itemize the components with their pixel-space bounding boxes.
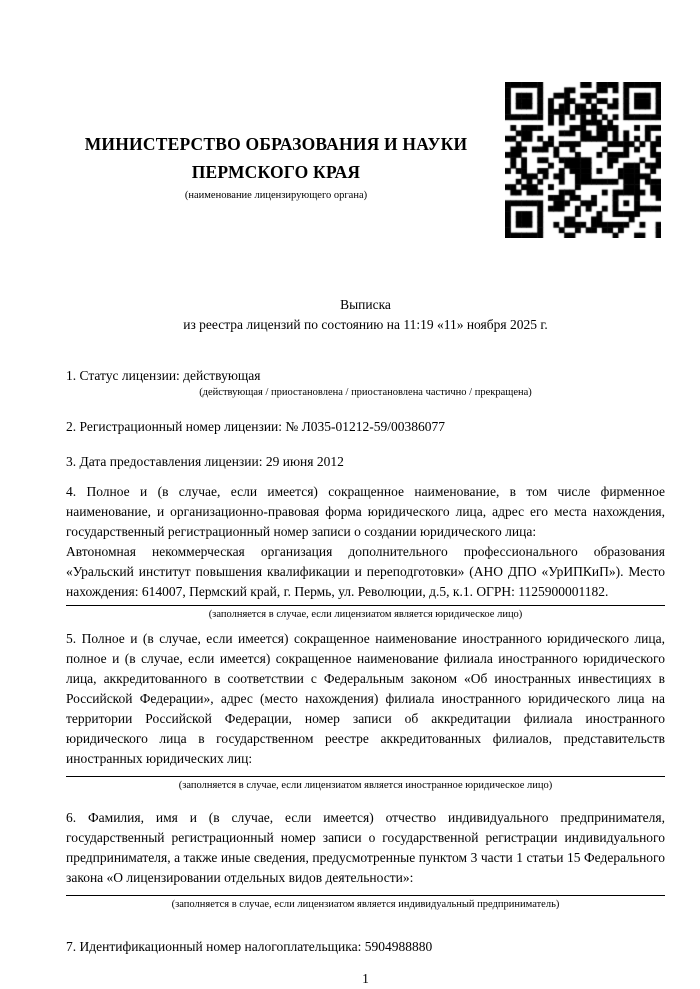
legal-entity-answer: Автономная некоммерческая организация дополнительного профессионального образования «Уральский институт повышения квалификации и переподготовки» (АНО ДПО «УрИПКиП»). Место нахождения: 614007, Пермский край, г. Пермь, ул. Революции, д.5, к.1. ОГРН: 1125900001182. bbox=[66, 544, 665, 599]
license-status-options-caption: (действующая / приостановлена / приостановлена частично / прекращена) bbox=[199, 387, 532, 398]
fill-in-rule-individual-entrepreneur bbox=[66, 895, 665, 896]
foreign-entity-question: 5. Полное и (в случае, если имеется) сокращенное наименование иностранного юридического лица, полное и (в случае, если имеется) сокращенное наименование филиала иностранного юридического лица, аккредитованного в соответствии с Федеральным законом «Об иностранных инвестициях в Российской Федерации», адрес (место нахождения) филиала иностранного юридического лица на территории Российской Федерации, номер записи об аккредитации филиала иностранного юридического лица в государственном реестре аккредитованных филиалов, представительств иностранных юридических лиц: bbox=[66, 631, 665, 766]
field-individual-entrepreneur bbox=[66, 808, 665, 911]
document-body bbox=[66, 295, 665, 989]
individual-entrepreneur-caption: (заполняется в случае, если лицензиатом является индивидуальный предприниматель) bbox=[171, 899, 560, 910]
document-title-line2: из реестра лицензий по состоянию на 11:19 «11» ноября 2025 г. bbox=[183, 317, 548, 332]
field-registration-number: 2. Регистрационный номер лицензии: № Л035-01212-59/00386077 bbox=[66, 419, 446, 434]
fill-in-rule-foreign-entity bbox=[66, 776, 665, 777]
field-taxpayer-number: 7. Идентификационный номер налогоплательщика: 5904988880 bbox=[66, 939, 433, 954]
qr-code bbox=[505, 82, 661, 238]
fill-in-rule-legal-entity bbox=[66, 605, 665, 606]
legal-entity-question: 4. Полное и (в случае, если имеется) сокращенное наименование, в том числе фирменное наименование, и организационно-правовая форма юридического лица, адрес его места нахождения, государственный регистрационный номер записи о создании юридического лица: bbox=[66, 484, 665, 539]
legal-entity-caption: (заполняется в случае, если лицензиатом является юридическое лицо) bbox=[208, 609, 523, 620]
licensing-authority-caption: (наименование лицензирующего органа) bbox=[184, 190, 368, 201]
page-number: 1 bbox=[362, 971, 369, 986]
field-legal-entity bbox=[66, 482, 665, 621]
ministry-name-line2: ПЕРМСКОГО КРАЯ bbox=[191, 162, 361, 182]
licensing-authority-header bbox=[64, 130, 488, 202]
ministry-name-line1: МИНИСТЕРСТВО ОБРАЗОВАНИЯ И НАУКИ bbox=[84, 134, 468, 154]
license-status-text: 1. Статус лицензии: действующая bbox=[66, 368, 261, 383]
field-foreign-entity bbox=[66, 629, 665, 792]
field-license-status bbox=[66, 366, 665, 399]
document-title-line1: Выписка bbox=[340, 297, 391, 312]
individual-entrepreneur-question: 6. Фамилия, имя и (в случае, если имеется) отчество индивидуального предпринимателя, государственный регистрационный номер записи о государственной регистрации индивидуального предпринимателя, а также иные сведения, предусмотренные пунктом 3 части 1 статьи 15 Федерального закона «О лицензировании отдельных видов деятельности»: bbox=[66, 810, 665, 885]
foreign-entity-caption: (заполняется в случае, если лицензиатом является иностранное юридическое лицо) bbox=[178, 780, 553, 791]
field-license-grant-date: 3. Дата предоставления лицензии: 29 июня 2012 bbox=[66, 454, 344, 469]
document-title bbox=[66, 295, 665, 335]
